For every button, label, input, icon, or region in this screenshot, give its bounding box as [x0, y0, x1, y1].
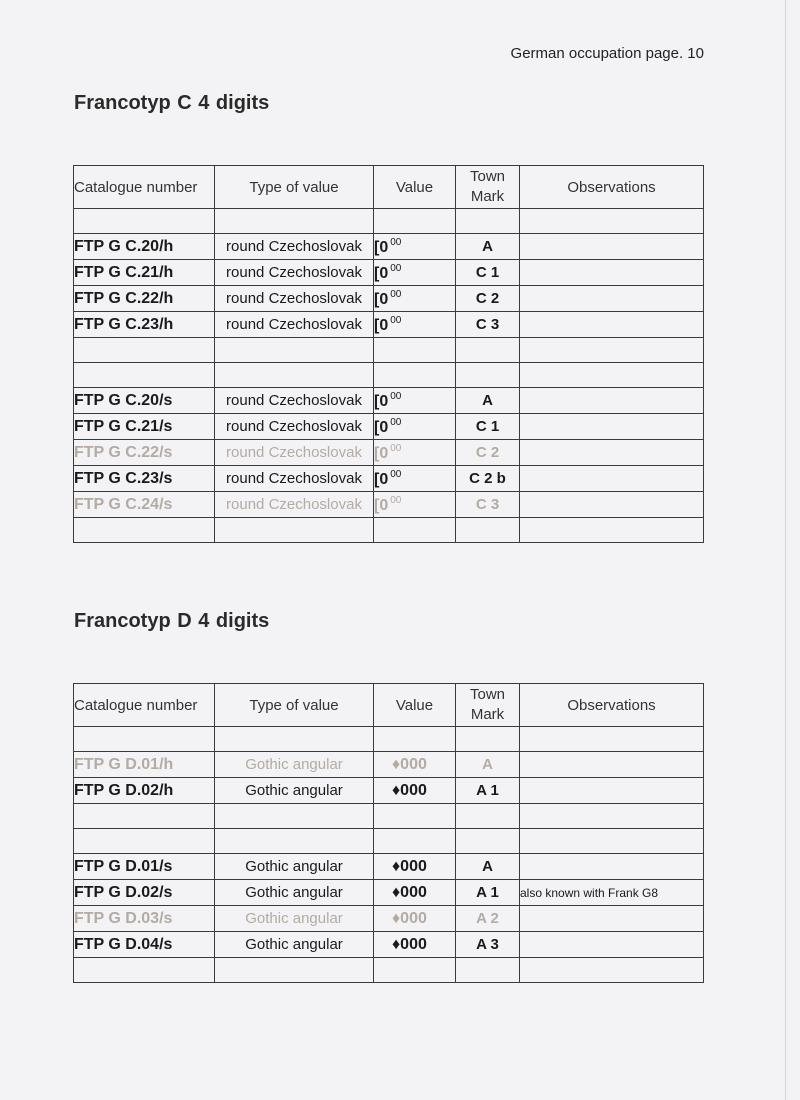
town-mark-cell: A [456, 234, 520, 260]
table-row [74, 440, 704, 466]
empty-cell [374, 338, 456, 363]
empty-cell [374, 209, 456, 234]
value-main: ♦000 [392, 857, 427, 875]
column-header-type: Type of value [215, 166, 374, 209]
observations-cell [520, 234, 704, 260]
value-main: [0 [374, 316, 389, 334]
empty-cell [74, 804, 215, 829]
table-row [74, 312, 704, 338]
type-of-value-cell: round Czechoslovak [215, 414, 374, 440]
value-main: [0 [374, 444, 389, 462]
type-of-value-cell: Gothic angular [215, 752, 374, 778]
empty-cell [374, 727, 456, 752]
value-main: [0 [374, 496, 389, 514]
table-spacer-row [74, 829, 704, 854]
empty-cell [520, 209, 704, 234]
town-mark-cell: C 2 [456, 286, 520, 312]
empty-cell [374, 804, 456, 829]
catalogue-number-cell: FTP G C.22/h [74, 286, 215, 312]
value-superscript: 00 [390, 494, 402, 506]
empty-cell [374, 518, 456, 543]
observations-cell [520, 854, 704, 880]
empty-cell [74, 829, 215, 854]
table-row [74, 880, 704, 906]
value-cell [374, 286, 456, 312]
observations-cell [520, 440, 704, 466]
value-cell [374, 880, 456, 906]
type-of-value-cell: round Czechoslovak [215, 286, 374, 312]
catalogue-number-cell: FTP G C.23/h [74, 312, 215, 338]
observations-cell [520, 932, 704, 958]
town-mark-cell: A 1 [456, 778, 520, 804]
empty-cell [520, 727, 704, 752]
town-mark-cell: C 1 [456, 260, 520, 286]
catalogue-number-cell: FTP G D.03/s [74, 906, 215, 932]
empty-cell [374, 958, 456, 983]
value-main: [0 [374, 290, 389, 308]
town-mark-cell: A [456, 752, 520, 778]
empty-cell [215, 209, 374, 234]
type-of-value-cell: Gothic angular [215, 906, 374, 932]
town-mark-cell: A [456, 854, 520, 880]
observations-cell [520, 752, 704, 778]
type-of-value-cell: round Czechoslovak [215, 388, 374, 414]
catalogue-number-cell: FTP G C.20/s [74, 388, 215, 414]
value-cell [374, 492, 456, 518]
empty-cell [456, 338, 520, 363]
table-row [74, 414, 704, 440]
type-of-value-cell: Gothic angular [215, 854, 374, 880]
empty-cell [456, 804, 520, 829]
value-cell [374, 260, 456, 286]
value-superscript: 00 [390, 416, 402, 428]
column-header-value: Value [374, 166, 456, 209]
table-row [74, 778, 704, 804]
catalogue-table-francotyp-c [73, 165, 704, 543]
catalogue-number-cell: FTP G D.01/s [74, 854, 215, 880]
empty-cell [74, 518, 215, 543]
catalogue-number-cell: FTP G C.23/s [74, 466, 215, 492]
value-cell [374, 312, 456, 338]
value-cell [374, 778, 456, 804]
type-of-value-cell: round Czechoslovak [215, 312, 374, 338]
empty-cell [456, 209, 520, 234]
empty-cell [215, 727, 374, 752]
value-cell [374, 440, 456, 466]
section-title-francotyp-d: Francotyp D 4 digits [74, 610, 270, 632]
empty-cell [215, 958, 374, 983]
table-spacer-row [74, 338, 704, 363]
empty-cell [215, 363, 374, 388]
town-mark-cell: C 2 [456, 440, 520, 466]
observations-cell [520, 906, 704, 932]
type-of-value-cell: Gothic angular [215, 880, 374, 906]
table-spacer-row [74, 209, 704, 234]
value-cell [374, 234, 456, 260]
type-of-value-cell: Gothic angular [215, 778, 374, 804]
value-cell [374, 414, 456, 440]
observations-cell: also known with Frank G8 [520, 880, 704, 906]
empty-cell [456, 958, 520, 983]
empty-cell [520, 958, 704, 983]
town-mark-cell: A 1 [456, 880, 520, 906]
town-header-line1: Town [469, 686, 506, 703]
table-spacer-row [74, 958, 704, 983]
town-header-line2: Mark [470, 706, 505, 723]
type-of-value-cell: round Czechoslovak [215, 492, 374, 518]
value-superscript: 00 [390, 468, 402, 480]
table-row [74, 286, 704, 312]
town-mark-cell: C 1 [456, 414, 520, 440]
column-header-type: Type of value [215, 684, 374, 727]
value-superscript: 00 [390, 390, 402, 402]
type-of-value-cell: round Czechoslovak [215, 260, 374, 286]
empty-cell [74, 209, 215, 234]
empty-cell [74, 958, 215, 983]
observations-cell [520, 414, 704, 440]
table-body-c [74, 209, 704, 543]
catalogue-number-cell: FTP G D.01/h [74, 752, 215, 778]
type-of-value-cell: round Czechoslovak [215, 234, 374, 260]
page-edge-line [785, 0, 786, 1100]
column-header-observations: Observations [520, 684, 704, 727]
table-row [74, 854, 704, 880]
observations-cell [520, 286, 704, 312]
value-main: ♦000 [392, 909, 427, 927]
town-mark-cell: C 2 b [456, 466, 520, 492]
empty-cell [456, 727, 520, 752]
value-superscript: 00 [390, 262, 402, 274]
value-main: [0 [374, 264, 389, 282]
column-header-value: Value [374, 684, 456, 727]
table-spacer-row [74, 727, 704, 752]
value-main: ♦000 [392, 883, 427, 901]
empty-cell [74, 338, 215, 363]
empty-cell [74, 727, 215, 752]
value-main: [0 [374, 470, 389, 488]
type-of-value-cell: Gothic angular [215, 932, 374, 958]
town-mark-cell: C 3 [456, 312, 520, 338]
table-body-d [74, 727, 704, 983]
empty-cell [374, 363, 456, 388]
column-header-observations: Observations [520, 166, 704, 209]
table-row [74, 234, 704, 260]
table-header-row [74, 166, 704, 209]
type-of-value-cell: round Czechoslovak [215, 466, 374, 492]
value-main: [0 [374, 392, 389, 410]
page-header: German occupation page. 10 [510, 45, 704, 62]
empty-cell [456, 829, 520, 854]
empty-cell [520, 518, 704, 543]
table-spacer-row [74, 804, 704, 829]
table-row [74, 492, 704, 518]
empty-cell [215, 804, 374, 829]
column-header-catalogue: Catalogue number [74, 684, 215, 727]
table-spacer-row [74, 518, 704, 543]
value-main: [0 [374, 238, 389, 256]
value-cell [374, 466, 456, 492]
value-superscript: 00 [390, 236, 402, 248]
empty-cell [520, 363, 704, 388]
empty-cell [456, 363, 520, 388]
column-header-town-mark [456, 166, 520, 209]
catalogue-number-cell: FTP G C.24/s [74, 492, 215, 518]
town-mark-cell: A 3 [456, 932, 520, 958]
town-mark-cell: C 3 [456, 492, 520, 518]
catalogue-number-cell: FTP G C.22/s [74, 440, 215, 466]
section-title-francotyp-c: Francotyp C 4 digits [74, 92, 270, 114]
table-header-row [74, 684, 704, 727]
observations-cell [520, 312, 704, 338]
column-header-catalogue: Catalogue number [74, 166, 215, 209]
table-row [74, 388, 704, 414]
town-header-line2: Mark [470, 188, 505, 205]
table-row [74, 906, 704, 932]
town-mark-cell: A 2 [456, 906, 520, 932]
table-row [74, 260, 704, 286]
catalogue-number-cell: FTP G D.02/s [74, 880, 215, 906]
empty-cell [74, 363, 215, 388]
catalogue-number-cell: FTP G D.02/h [74, 778, 215, 804]
value-main: ♦000 [392, 781, 427, 799]
empty-cell [374, 829, 456, 854]
empty-cell [215, 518, 374, 543]
catalogue-number-cell: FTP G D.04/s [74, 932, 215, 958]
value-cell [374, 388, 456, 414]
town-mark-cell: A [456, 388, 520, 414]
value-cell [374, 854, 456, 880]
catalogue-number-cell: FTP G C.21/h [74, 260, 215, 286]
table-spacer-row [74, 363, 704, 388]
value-cell [374, 906, 456, 932]
empty-cell [215, 829, 374, 854]
observations-cell [520, 778, 704, 804]
column-header-town-mark [456, 684, 520, 727]
catalogue-table-francotyp-d [73, 683, 704, 983]
observations-cell [520, 388, 704, 414]
empty-cell [520, 829, 704, 854]
empty-cell [456, 518, 520, 543]
value-superscript: 00 [390, 314, 402, 326]
table-row [74, 466, 704, 492]
table-row [74, 932, 704, 958]
value-superscript: 00 [390, 288, 402, 300]
observations-cell [520, 492, 704, 518]
value-main: ♦000 [392, 935, 427, 953]
observations-cell [520, 260, 704, 286]
value-cell [374, 752, 456, 778]
table-row [74, 752, 704, 778]
empty-cell [520, 804, 704, 829]
observations-cell [520, 466, 704, 492]
empty-cell [520, 338, 704, 363]
type-of-value-cell: round Czechoslovak [215, 440, 374, 466]
town-header-line1: Town [469, 168, 506, 185]
value-superscript: 00 [390, 442, 402, 454]
empty-cell [215, 338, 374, 363]
catalogue-number-cell: FTP G C.20/h [74, 234, 215, 260]
catalogue-number-cell: FTP G C.21/s [74, 414, 215, 440]
value-main: ♦000 [392, 755, 427, 773]
value-cell [374, 932, 456, 958]
value-main: [0 [374, 418, 389, 436]
